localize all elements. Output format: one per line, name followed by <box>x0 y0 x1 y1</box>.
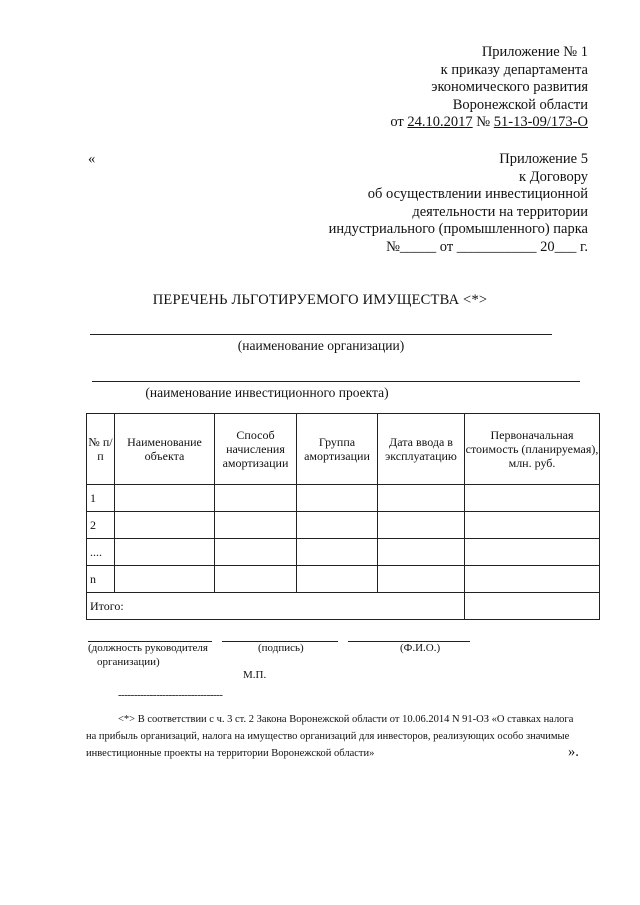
table-cell <box>465 566 600 593</box>
footnote-line-1: <*> В соответствии с ч. 3 ст. 2 Закона Воронежской области от 10.06.2014 N 91-ОЗ «О ставках налога <box>118 714 574 725</box>
table-cell <box>215 566 297 593</box>
table-cell <box>115 485 215 512</box>
header-date: Дата ввода в эксплуатацию <box>378 414 465 485</box>
table-cell <box>465 539 600 566</box>
table-cell <box>215 485 297 512</box>
table-cell <box>378 566 465 593</box>
order-date-prefix: от <box>390 114 408 130</box>
table-cell <box>115 539 215 566</box>
table-cell <box>115 566 215 593</box>
table-row <box>87 539 600 566</box>
table-cell <box>297 539 378 566</box>
total-label: Итого: <box>87 593 465 620</box>
project-caption: (наименование инвестиционного проекта) <box>145 385 389 400</box>
footnote-line-3: инвестиционные проекты на территории Воронежской области» <box>86 748 375 759</box>
signature-caption: (подпись) <box>258 642 304 654</box>
position-caption-2: организации) <box>97 656 160 668</box>
header-cost: Первоначальная стоимость (планируемая), млн. руб. <box>465 414 600 485</box>
header-method: Способ начисления амортизации <box>215 414 297 485</box>
table-cell <box>378 539 465 566</box>
table-cell <box>115 512 215 539</box>
total-value <box>465 593 600 620</box>
table-cell <box>378 512 465 539</box>
table-cell <box>297 566 378 593</box>
appendix5-line2: к Договору <box>519 168 588 185</box>
appendix1-block <box>390 44 588 132</box>
appendix5-line3: об осуществлении инвестиционной <box>367 186 588 202</box>
order-number: 51-13-09/173-О <box>493 114 588 130</box>
table-cell <box>465 512 600 539</box>
row-number: 1 <box>87 485 115 512</box>
appendix5-block <box>329 151 588 256</box>
table-row <box>87 566 600 593</box>
quote-open: « <box>88 151 96 167</box>
table-cell <box>215 512 297 539</box>
row-number: 2 <box>87 512 115 539</box>
table-total-row <box>87 593 600 620</box>
row-number: .... <box>87 539 115 566</box>
page-title: ПЕРЕЧЕНЬ ЛЬГОТИРУЕМОГО ИМУЩЕСТВА <*> <box>152 292 488 308</box>
footnote-line-2: на прибыль организаций, налога на имущество организаций для инвесторов, реализующих особо значимые <box>86 731 570 742</box>
table-header-row <box>87 414 600 485</box>
stamp-label: М.П. <box>243 669 267 681</box>
appendix5-line6: №_____ от ___________ 20___ г. <box>386 238 588 255</box>
appendix5-line4: деятельности на территории <box>412 203 588 220</box>
table-cell <box>215 539 297 566</box>
position-caption: (должность руководителя <box>88 642 208 654</box>
fio-caption: (Ф.И.О.) <box>400 642 441 654</box>
org-caption: (наименование организации) <box>237 338 405 353</box>
footnote <box>86 711 606 762</box>
order-date: 24.10.2017 <box>407 114 473 130</box>
header-name: Наименование объекта <box>115 414 215 485</box>
appendix5-title: Приложение 5 <box>499 151 588 167</box>
project-name-line <box>92 381 580 382</box>
table-cell <box>297 485 378 512</box>
table-cell <box>297 512 378 539</box>
appendix1-line4: Воронежской области <box>452 96 588 113</box>
table-cell <box>378 485 465 512</box>
quote-close: ». <box>568 744 579 760</box>
appendix1-line3: экономического развития <box>431 79 588 95</box>
table-row <box>87 485 600 512</box>
appendix1-line2: к приказу департамента <box>440 61 588 78</box>
appendix1-title: Приложение № 1 <box>481 44 588 60</box>
table-cell <box>465 485 600 512</box>
appendix1-order-line <box>390 114 588 132</box>
header-num: № п/п <box>87 414 115 485</box>
footnote-separator: --------------------------------- <box>118 689 223 701</box>
appendix5-line5: индустриального (промышленного) парка <box>328 221 588 237</box>
table-row <box>87 512 600 539</box>
header-group: Группа амортизации <box>297 414 378 485</box>
row-number: n <box>87 566 115 593</box>
property-table <box>86 413 600 620</box>
org-name-line <box>90 334 552 335</box>
order-num-prefix: № <box>472 114 494 130</box>
